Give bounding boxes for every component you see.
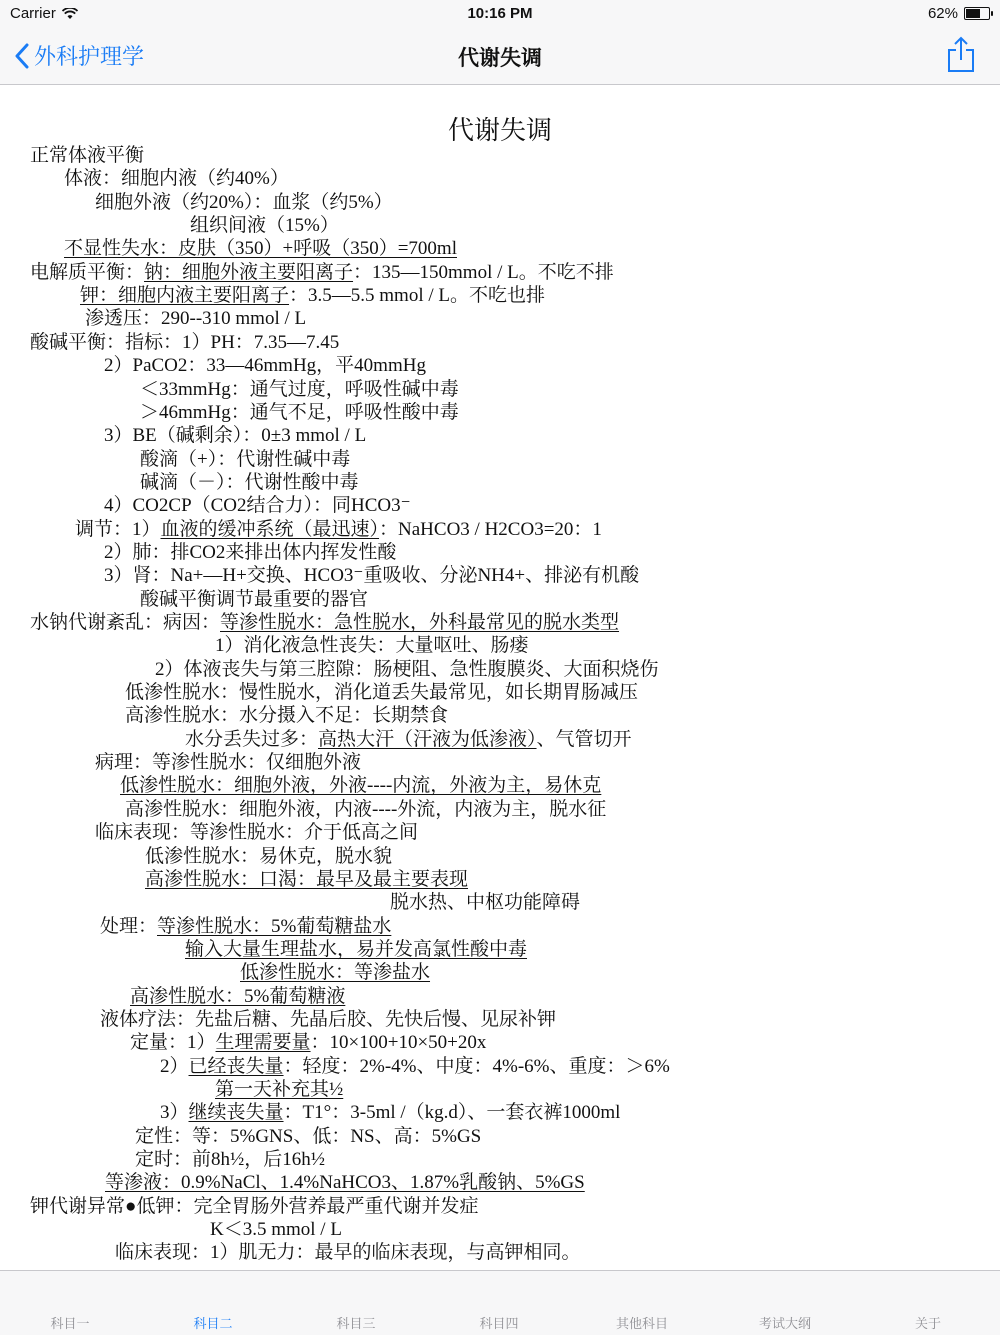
- content-line: [210, 1219, 342, 1241]
- line-text: 定时：前8h½，后16h½: [135, 1149, 326, 1171]
- line-text: K＜3.5 mmol / L: [210, 1219, 342, 1241]
- content-line: [185, 939, 527, 961]
- line-text: 液体疗法：先盐后糖、先晶后胶、先快后慢、见尿补钾: [100, 1008, 557, 1030]
- line-text: 3）BE（碱剩余）：0±3 mmol / L: [104, 425, 367, 447]
- underlined-text: 输入大量生理盐水，易并发高氯性酸中毒: [185, 938, 528, 960]
- line-text: 酸碱平衡：指标：1）PH：7.35—7.45: [30, 331, 340, 353]
- tab-item[interactable]: 科目三: [336, 1316, 376, 1331]
- content-line: [64, 168, 289, 190]
- back-button-label: 外科护理学: [34, 44, 145, 69]
- content-line: [145, 846, 392, 868]
- line-text: 高渗性脱水：水分摄入不足：长期禁食: [125, 705, 449, 727]
- battery-percent: 62%: [927, 5, 958, 22]
- content-line: [80, 285, 545, 307]
- line-text: 酸滴（+）：代谢性碱中毒: [140, 448, 351, 470]
- content-line: [240, 962, 430, 984]
- content-line: [140, 449, 350, 471]
- line-text: 4）CO2CP（CO2结合力）：同HCO3⁻: [104, 495, 411, 517]
- line-text: 临床表现：等渗性脱水：介于低高之间: [95, 822, 419, 844]
- content-line: [100, 916, 391, 938]
- line-text: 、气管切开: [536, 728, 632, 750]
- line-text: ：10×100+10×50+20x: [310, 1032, 487, 1054]
- tab-item[interactable]: 科目二: [193, 1316, 233, 1331]
- content-line: [160, 1056, 670, 1078]
- tab-item[interactable]: 关于: [914, 1316, 941, 1331]
- carrier-label: Carrier: [10, 5, 56, 22]
- content-line: [104, 355, 426, 377]
- underlined-text: 等渗性脱水：急性脱水，外科最常见的脱水类型: [220, 612, 620, 633]
- content-line: [160, 1102, 620, 1124]
- underlined-text: 高渗性脱水：口渴：最早及最主要表现: [145, 868, 469, 890]
- underlined-text: 钾：细胞内液主要阳离子: [80, 285, 290, 307]
- content-line: [130, 1032, 486, 1054]
- status-time: 10:16 PM: [467, 5, 533, 22]
- content-line: [105, 1172, 585, 1194]
- content-line: [140, 472, 359, 494]
- line-text: 临床表现：1）肌无力：最早的临床表现，与高钾相同。: [115, 1242, 581, 1264]
- line-text: 体液：细胞内液（约40%）: [64, 168, 289, 190]
- line-text: 组织间液（15%）: [190, 215, 339, 237]
- line-text: ：NaHCO3 / H2CO3=20：1: [379, 518, 602, 540]
- content-line: [30, 612, 619, 634]
- line-text: 水分丢失过多：: [185, 728, 319, 750]
- content-line: [95, 822, 418, 844]
- line-text: 2）体液丧失与第三腔隙：肠梗阻、急性腹膜炎、大面积烧伤: [155, 658, 659, 680]
- content-line: [185, 729, 632, 751]
- content-line: [104, 565, 639, 587]
- line-text: 3）肾：Na+—H+交换、HCO3⁻重吸收、分泌NH4+、排泌有机酸: [104, 565, 640, 587]
- content-line: [215, 1079, 343, 1101]
- content-line: [155, 659, 659, 681]
- underlined-text: 低渗性脱水：等渗盐水: [240, 962, 431, 984]
- line-text: 钾代谢异常●低钾：完全胃肠外营养最严重代谢并发症: [30, 1195, 479, 1217]
- line-text: 脱水热、中枢功能障碍: [390, 892, 581, 914]
- content-line: [30, 145, 144, 167]
- tab-item[interactable]: 科目一: [50, 1316, 90, 1331]
- content-line: [215, 635, 529, 657]
- content-line: [135, 1149, 325, 1171]
- underlined-text: 高渗性脱水：5%葡萄糖液: [130, 985, 346, 1007]
- content-line: [120, 775, 601, 797]
- tab-item[interactable]: 考试大纲: [758, 1316, 811, 1331]
- line-text: ：T1°：3-5ml /（kg.d）、一套衣裤1000ml: [283, 1102, 621, 1124]
- content-line: [135, 1126, 481, 1148]
- underlined-text: 低渗性脱水：细胞外液，外液----内流，外液为主，易休克: [120, 775, 602, 797]
- line-text: 2）: [160, 1055, 189, 1077]
- content-line: [125, 799, 606, 821]
- line-text: ＞46mmHg：通气不足，呼吸性酸中毒: [140, 401, 459, 423]
- content-line: [95, 192, 393, 214]
- line-text: 处理：: [100, 915, 158, 937]
- underlined-text: 高热大汗（汗液为低渗液）: [318, 728, 537, 750]
- content-line: [104, 425, 366, 447]
- content-line: [140, 379, 459, 401]
- tab-item[interactable]: 科目四: [479, 1316, 519, 1331]
- line-text: 定量：1）: [130, 1032, 216, 1054]
- content-line: [145, 869, 468, 891]
- content-line: [130, 986, 345, 1008]
- navigation-bar: [0, 28, 1000, 85]
- line-text: 正常体液平衡: [30, 145, 145, 166]
- line-text: 2）PaCO2：33—46mmHg，平40mmHg: [104, 355, 426, 377]
- line-text: 酸碱平衡调节最重要的器官: [140, 588, 369, 610]
- line-text: 定性：等：5%GNS、低：NS、高：5%GS: [135, 1125, 482, 1147]
- content-line: [125, 682, 638, 704]
- content-line: [125, 705, 448, 727]
- status-bar: [0, 0, 1000, 28]
- line-text: ＜33mmHg：通气过度，呼吸性碱中毒: [140, 378, 459, 400]
- content-line: [64, 238, 457, 260]
- content-line: [30, 262, 614, 284]
- content-line: [95, 752, 361, 774]
- page-title: 代谢失调: [458, 47, 542, 70]
- line-text: ：135—150mmol / L。不吃不排: [353, 261, 614, 283]
- content-line: [115, 1242, 581, 1264]
- tab-bar: [0, 1270, 1000, 1335]
- tab-item[interactable]: 其他科目: [615, 1316, 668, 1331]
- content-line: [390, 892, 580, 914]
- status-right: [928, 5, 990, 22]
- content-line: [75, 519, 602, 541]
- underlined-text: 钠：细胞外液主要阳离子: [144, 261, 354, 283]
- line-text: 电解质平衡：: [30, 261, 145, 283]
- line-text: 水钠代谢紊乱：病因：: [30, 612, 221, 633]
- line-text: 3）: [160, 1102, 189, 1124]
- battery-icon: [964, 7, 990, 20]
- line-text: 高渗性脱水：细胞外液，内液----外流，内液为主，脱水征: [125, 798, 607, 820]
- content-line: [100, 1009, 556, 1031]
- content-line: [30, 1196, 478, 1218]
- content-line: [140, 589, 368, 611]
- line-text: 2）肺：排CO2来排出体内挥发性酸: [104, 541, 397, 563]
- underlined-text: 生理需要量: [215, 1032, 311, 1054]
- underlined-text: 继续丧失量: [188, 1102, 284, 1124]
- content-line: [104, 495, 411, 517]
- document-heading: 代谢失调: [447, 116, 552, 145]
- line-text: 调节：1）: [75, 518, 161, 540]
- underlined-text: 等渗性脱水：5%葡萄糖盐水: [157, 915, 392, 937]
- underlined-text: 不显性失水：皮肤（350）+呼吸（350）=700ml: [64, 238, 457, 260]
- underlined-text: 第一天补充其½: [215, 1079, 344, 1100]
- content-line: [190, 215, 339, 237]
- line-text: 碱滴（－）：代谢性酸中毒: [140, 471, 359, 493]
- share-icon[interactable]: [946, 36, 976, 74]
- content-line: [140, 402, 459, 424]
- content-line: [104, 542, 396, 564]
- line-text: 病理：等渗性脱水：仅细胞外液: [95, 752, 362, 774]
- battery-fill: [966, 9, 980, 18]
- line-text: 1）消化液急性丧失：大量呕吐、肠瘘: [215, 635, 529, 657]
- underlined-text: 等渗液：0.9%NaCl、1.4%NaHCO3、1.87%乳酸钠、5%GS: [105, 1172, 585, 1194]
- content-line: [85, 308, 306, 330]
- underlined-text: 血液的缓冲系统（最迅速）: [160, 518, 380, 540]
- line-text: 细胞外液（约20%）：血浆（约5%）: [95, 191, 393, 213]
- content-line: [30, 332, 339, 354]
- line-text: 低渗性脱水：易休克，脱水貌: [145, 845, 393, 867]
- underlined-text: 已经丧失量: [188, 1055, 284, 1077]
- line-text: ：轻度：2%-4%、中度：4%-6%、重度：＞6%: [283, 1055, 670, 1077]
- line-text: 低渗性脱水：慢性脱水，消化道丢失最常见，如长期胃肠减压: [125, 682, 639, 704]
- line-text: ：3.5—5.5 mmol / L。不吃也排: [289, 285, 545, 307]
- line-text: 渗透压：290--310 mmol / L: [85, 308, 307, 330]
